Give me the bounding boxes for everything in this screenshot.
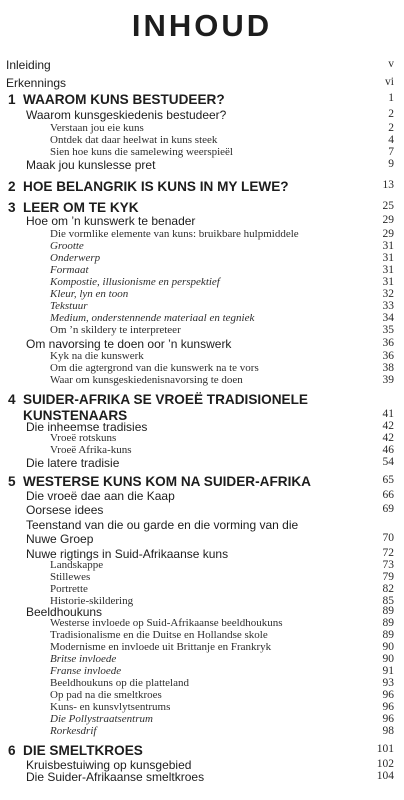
entry-title bbox=[8, 92, 225, 107]
page-number: 89 bbox=[382, 629, 394, 641]
page-number: 36 bbox=[382, 350, 394, 362]
page-number: 42 bbox=[382, 432, 394, 444]
entry-title: Hoe om ’n kunswerk te benader bbox=[26, 214, 196, 228]
entry-title bbox=[8, 392, 308, 407]
page-number: 29 bbox=[382, 214, 394, 226]
entry-title: Inleiding bbox=[6, 58, 51, 72]
entry-title: Kleur, lyn en toon bbox=[50, 288, 129, 300]
entry-title: Om die agtergrond van die kunswerk na te vors bbox=[50, 362, 259, 374]
page-number: 70 bbox=[382, 532, 394, 544]
chapter-title: HOE BELANGRIK IS KUNS IN MY LEWE? bbox=[23, 179, 289, 194]
entry-title: Franse invloede bbox=[50, 665, 122, 677]
entry-title: Nuwe Groep bbox=[26, 532, 94, 546]
chapter-title: WESTERSE KUNS KOM NA SUIDER-AFRIKA bbox=[23, 474, 311, 489]
page-number: 13 bbox=[382, 179, 394, 191]
page-number: 91 bbox=[382, 665, 394, 677]
page-number: 2 bbox=[388, 122, 394, 134]
entry-title: Beeldhoukuns op die platteland bbox=[50, 677, 189, 689]
chapter-number: 4 bbox=[8, 392, 16, 407]
chapter-number: 2 bbox=[8, 179, 16, 194]
entry-title: Medium, onderstennende materiaal en tegniek bbox=[50, 312, 255, 324]
page-number: 4 bbox=[388, 134, 394, 146]
page-number: vi bbox=[385, 76, 394, 88]
page-number: 93 bbox=[382, 677, 394, 689]
entry-title: Die Suider-Afrikaanse smeltkroes bbox=[26, 770, 205, 784]
entry-title: Oorsese idees bbox=[26, 503, 104, 517]
entry-title: Kruisbestuiwing op kunsgebied bbox=[26, 758, 192, 772]
entry-title: Sien hoe kuns die samelewing weerspieël bbox=[50, 146, 233, 158]
page-number: 31 bbox=[382, 264, 394, 276]
entry-title: Nuwe rigtings in Suid-Afrikaanse kuns bbox=[26, 547, 229, 561]
page-number: 9 bbox=[388, 158, 394, 170]
entry-title: Die Pollystraatsentrum bbox=[50, 713, 153, 725]
chapter-title: DIE SMELTKROES bbox=[23, 743, 143, 758]
page-number: 69 bbox=[382, 503, 394, 515]
entry-title bbox=[8, 474, 311, 489]
entry-title: Vroeë Afrika-kuns bbox=[50, 444, 132, 456]
entry-title: Waarom kunsgeskiedenis bestudeer? bbox=[26, 108, 227, 122]
page-number: 73 bbox=[382, 559, 394, 571]
page-number: 36 bbox=[382, 337, 394, 349]
entry-title: Rorkesdrif bbox=[50, 725, 97, 737]
chapter-number: 5 bbox=[8, 474, 16, 489]
entry-title: Tekstuur bbox=[50, 300, 88, 312]
page-number: 31 bbox=[382, 240, 394, 252]
entry-title bbox=[8, 179, 289, 194]
page-number: 96 bbox=[382, 713, 394, 725]
page-number: 54 bbox=[382, 456, 394, 468]
page-number: 31 bbox=[382, 276, 394, 288]
chapter-title: LEER OM TE KYK bbox=[23, 200, 139, 215]
page-title: INHOUD bbox=[131, 8, 273, 43]
page-number: 1 bbox=[388, 92, 394, 104]
entry-title: Op pad na die smeltkroes bbox=[50, 689, 162, 701]
page-number: 25 bbox=[382, 200, 394, 212]
page-number: 33 bbox=[382, 300, 394, 312]
page-number: v bbox=[388, 58, 394, 70]
page-number: 34 bbox=[382, 312, 394, 324]
entry-title: Kyk na die kunswerk bbox=[50, 350, 144, 362]
page-number: 72 bbox=[382, 547, 394, 559]
page-number: 85 bbox=[382, 595, 394, 607]
entry-title: Portrette bbox=[50, 583, 88, 595]
entry-title: Stillewes bbox=[50, 571, 91, 583]
entry-title: Waar om kunsgeskiedenisnavorsing te doen bbox=[50, 374, 243, 386]
entry-title: Westerse invloede op Suid-Afrikaanse beeldhoukuns bbox=[50, 617, 283, 629]
entry-title bbox=[8, 200, 139, 215]
entry-title: Die vroeë dae aan die Kaap bbox=[26, 489, 175, 503]
chapter-number: 6 bbox=[8, 743, 16, 758]
entry-title bbox=[8, 743, 143, 758]
page-number: 7 bbox=[388, 146, 394, 158]
entry-title: Die vormlike elemente van kuns: bruikbare hulpmiddele bbox=[50, 228, 299, 240]
page-number: 31 bbox=[382, 252, 394, 264]
entry-title: Maak jou kunslesse pret bbox=[26, 158, 156, 172]
entry-title: Die latere tradisie bbox=[26, 456, 120, 470]
page-number: 89 bbox=[382, 605, 394, 617]
entry-title: Britse invloede bbox=[50, 653, 117, 665]
page-number: 101 bbox=[376, 743, 394, 755]
page-number: 82 bbox=[382, 583, 394, 595]
page-number: 90 bbox=[382, 653, 394, 665]
entry-title: Formaat bbox=[50, 264, 89, 276]
entry-title: Die inheemse tradisies bbox=[26, 420, 148, 434]
page-number: 98 bbox=[382, 725, 394, 737]
page-number: 96 bbox=[382, 689, 394, 701]
chapter-number: 1 bbox=[8, 92, 16, 107]
chapter-title: KUNSTENAARS bbox=[23, 408, 128, 423]
entry-title: Teenstand van die ou garde en die vorming van die bbox=[26, 518, 299, 532]
page-number: 46 bbox=[382, 444, 394, 456]
entry-title: Historie-skildering bbox=[50, 595, 134, 607]
entry-title: Grootte bbox=[50, 240, 84, 252]
entry-title: Ontdek dat daar heelwat in kuns steek bbox=[50, 134, 218, 146]
page-number: 38 bbox=[382, 362, 394, 374]
page-number: 89 bbox=[382, 617, 394, 629]
page-number: 90 bbox=[382, 641, 394, 653]
page-number: 32 bbox=[382, 288, 394, 300]
entry-title: Erkennings bbox=[6, 76, 67, 90]
page-number: 39 bbox=[382, 374, 394, 386]
entry-title: Kompostie, illusionisme en perspektief bbox=[50, 276, 220, 288]
page-number: 102 bbox=[376, 758, 394, 770]
entry-title: Om ’n skildery te interpreteer bbox=[50, 324, 181, 336]
page-number: 66 bbox=[382, 489, 394, 501]
entry-title: Kuns- en kunsvlytsentrums bbox=[50, 701, 171, 713]
entry-title: Landskappe bbox=[50, 559, 104, 571]
page-number: 41 bbox=[382, 408, 394, 420]
page-number: 29 bbox=[382, 228, 394, 240]
entry-title: Onderwerp bbox=[50, 252, 101, 264]
page-number: 35 bbox=[382, 324, 394, 336]
entry-title: Tradisionalisme en die Duitse en Hollandse skole bbox=[50, 629, 268, 641]
page-number: 65 bbox=[382, 474, 394, 486]
chapter-number: 3 bbox=[8, 200, 16, 215]
page-number: 96 bbox=[382, 701, 394, 713]
entry-title: Beeldhoukuns bbox=[26, 605, 103, 619]
entry-title: Verstaan jou eie kuns bbox=[50, 122, 144, 134]
chapter-title: SUIDER-AFRIKA SE VROEË TRADISIONELE bbox=[23, 392, 308, 407]
page-number: 2 bbox=[388, 108, 394, 120]
page-number: 42 bbox=[382, 420, 394, 432]
page-number: 79 bbox=[382, 571, 394, 583]
entry-title: Vroeë rotskuns bbox=[50, 432, 117, 444]
entry-title: Om navorsing te doen oor ’n kunswerk bbox=[26, 337, 232, 351]
entry-title: Modernisme en invloede uit Brittanje en Frankryk bbox=[50, 641, 272, 653]
page-number: 104 bbox=[376, 770, 394, 782]
chapter-title: WAAROM KUNS BESTUDEER? bbox=[23, 92, 225, 107]
